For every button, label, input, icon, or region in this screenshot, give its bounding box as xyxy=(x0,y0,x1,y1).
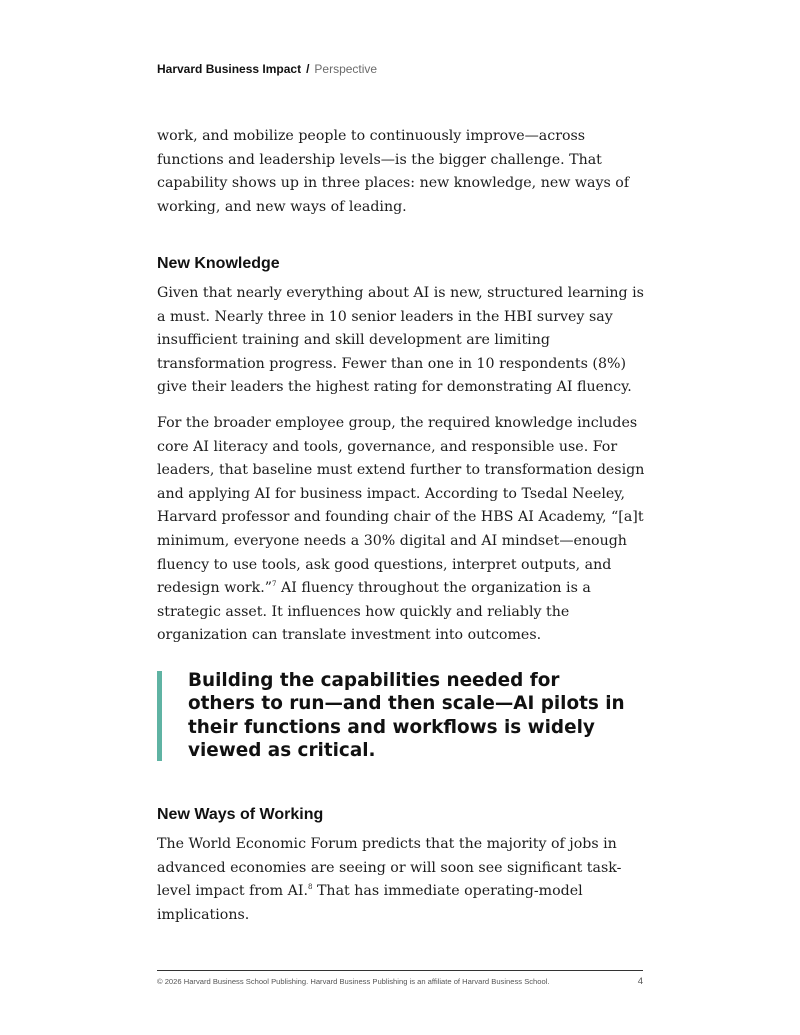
pull-quote xyxy=(157,671,627,761)
new-knowledge-paragraph-2 xyxy=(157,412,645,648)
new-ways-of-working-paragraph xyxy=(157,833,645,927)
intro-paragraph: work, and mobilize people to continuously improve—across functions and leadership levels—is the bigger challenge. That capability shows up in three places: new knowledge, new ways of working, and new ways of leading. xyxy=(157,128,630,215)
footnote-ref[interactable]: 8 xyxy=(307,883,313,892)
pull-quote-accent-bar xyxy=(157,671,162,761)
paragraph-text: That has immediate operating-model implications. xyxy=(157,883,583,923)
publication-name: Harvard Business Impact xyxy=(157,62,302,76)
pull-quote-text: Building the capabilities needed for others to run—and then scale—AI pilots in their functions and workflows is widely viewed as critical. xyxy=(188,670,625,762)
header-separator: / xyxy=(306,62,310,76)
section-label: Perspective xyxy=(314,62,378,76)
section-heading-new-knowledge: New Knowledge xyxy=(157,255,280,272)
footnote-ref[interactable]: 7 xyxy=(272,580,277,589)
paragraph-text: AI fluency throughout the organization is a strategic asset. It influences how quickly and reliably the organization can translate investment into outcomes. xyxy=(157,580,591,644)
paragraph-text: For the broader employee group, the required knowledge includes core AI literacy and tools, governance, and responsible use. For leaders, that baseline must extend further to transformation design and applying AI for business impact. According to Tsedal Neeley, Harvard professor and founding chair of the HBS AI Academy, “[a]t minimum, everyone needs a 30% digital and AI mindset—enough fluency to use tools, ask good questions, interpret outputs, and redesign work.” xyxy=(157,415,645,597)
new-knowledge-paragraph-1: Given that nearly everything about AI is new, structured learning is a must. Nearly three in 10 senior leaders in the HBI survey say insufficient training and skill development are limiting transformation progress. Fewer than one in 10 respondents (8%) give their leaders the highest rating for demonstrating AI fluency. xyxy=(157,285,644,396)
paragraph-text: The World Economic Forum predicts that the majority of jobs in advanced economies are seeing or will soon see significant task-level impact from AI. xyxy=(157,836,622,900)
running-header xyxy=(157,62,377,76)
section-heading-new-ways-of-working: New Ways of Working xyxy=(157,806,324,823)
footer-divider xyxy=(157,970,643,971)
copyright-notice: © 2026 Harvard Business School Publishing. Harvard Business Publishing is an affiliate of Harvard Business School. xyxy=(157,977,550,986)
page-number: 4 xyxy=(637,976,643,987)
